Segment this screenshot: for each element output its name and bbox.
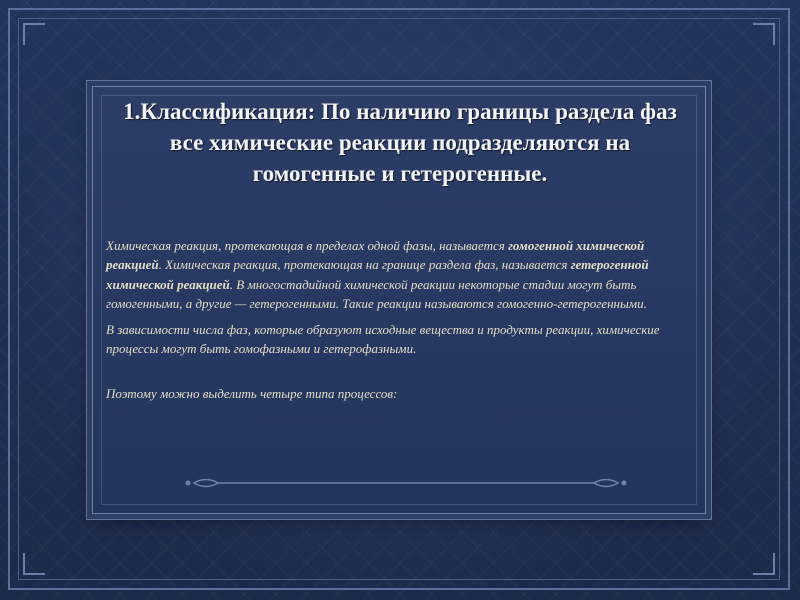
corner-ornament-icon (753, 553, 775, 575)
term-heterogeneous: гетерогенной химической реакцией (106, 257, 649, 292)
paragraph-text: . Химическая реакция, протекающая на границе раздела фаз, называется (158, 257, 571, 273)
corner-ornament-icon (23, 23, 45, 45)
corner-ornament-icon (23, 553, 45, 575)
slide-title: 1.Классификация: По наличию границы раздела фаз все химические реакции подразделяются на гомогенные и гетерогенные. (123, 99, 677, 186)
paragraph-text: Химическая реакция, протекающая в пределах одной фазы, называется (106, 238, 509, 253)
paragraph-definitions (106, 236, 694, 314)
slide-body (106, 236, 694, 404)
paragraph-conclusion: Поэтому можно выделить четыре типа процессов: (106, 386, 398, 402)
paragraph-text: . В многостадийной химической реакции некоторые стадии могут быть гомогенными, а другие — гетерогенными. Такие реакции называются гомогенно-гетерогенными. (106, 276, 647, 312)
paragraph-phases: В зависимости числа фаз, которые образуют исходные вещества и продукты реакции, химические процессы могут быть гомофазными и гетерофазными. (106, 321, 660, 357)
term-homogeneous: гомогенной химической реакцией (106, 238, 645, 273)
decorative-divider-icon (178, 476, 634, 490)
corner-ornament-icon (753, 23, 775, 45)
